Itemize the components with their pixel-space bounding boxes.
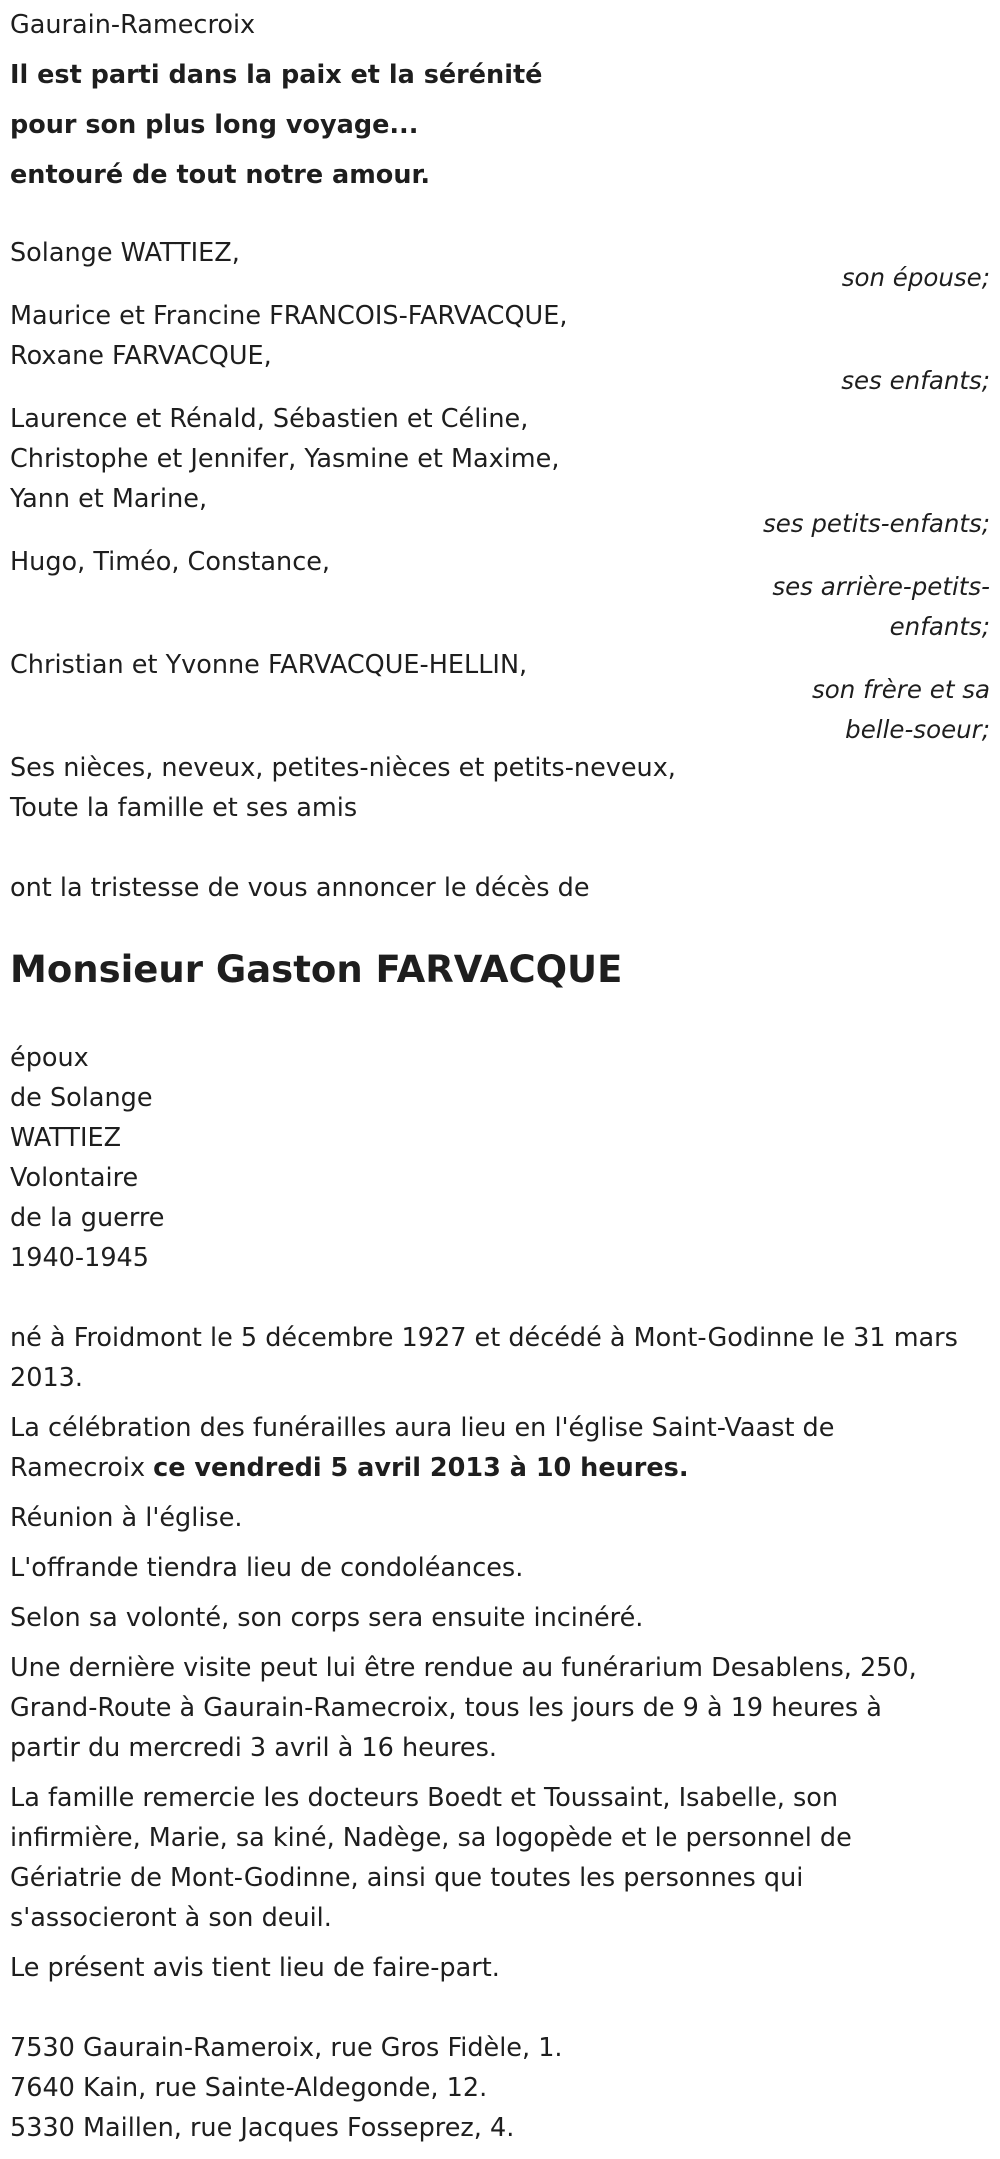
funeral-place: Ramecroix <box>10 1453 154 1483</box>
thanks-line-3: Gériatrie de Mont-Godinne, ainsi que toutes les personnes qui <box>10 1863 804 1893</box>
visit-line-3: partir du mercredi 3 avril à 16 heures. <box>10 1733 497 1763</box>
birth-death-line-2: 2013. <box>10 1363 84 1393</box>
announcement: ont la tristesse de vous annoncer le décès de <box>10 873 590 903</box>
thanks-line-4: s'associeront à son deuil. <box>10 1903 332 1933</box>
family-great-grandchildren-relation-1: ses arrière-petits- <box>772 572 990 601</box>
others-line-1: Ses nièces, neveux, petites-nièces et petits-neveux, <box>10 753 676 783</box>
address-3: 5330 Maillen, rue Jacques Fosseprez, 4. <box>10 2113 515 2143</box>
offering-note: L'offrande tiendra lieu de condoléances. <box>10 1553 524 1583</box>
funeral-line-1: La célébration des funérailles aura lieu en l'église Saint-Vaast de <box>10 1413 835 1443</box>
thanks-line-2: infirmière, Marie, sa kiné, Nadège, sa logopède et le personnel de <box>10 1823 852 1853</box>
detail-line-5: de la guerre <box>10 1203 165 1233</box>
family-great-grandchildren-relation-2: enfants; <box>889 612 990 641</box>
visit-line-1: Une dernière visite peut lui être rendue au funérarium Desablens, 250, <box>10 1653 917 1683</box>
family-grandchildren-line-1: Laurence et Rénald, Sébastien et Céline, <box>10 404 529 434</box>
family-children-line-2: Roxane FARVACQUE, <box>10 341 272 371</box>
notice-line: Le présent avis tient lieu de faire-part. <box>10 1953 500 1983</box>
family-spouse-name: Solange WATTIEZ, <box>10 238 240 268</box>
verse-line-1: Il est parti dans la paix et la sérénité <box>10 60 543 90</box>
address-1: 7530 Gaurain-Rameroix, rue Gros Fidèle, 1. <box>10 2033 563 2063</box>
family-grandchildren-relation: ses petits-enfants; <box>762 509 990 538</box>
family-children-line-1: Maurice et Francine FRANCOIS-FARVACQUE, <box>10 301 568 331</box>
family-spouse-relation: son épouse; <box>841 263 990 292</box>
others-line-2: Toute la famille et ses amis <box>10 793 358 823</box>
detail-line-4: Volontaire <box>10 1163 139 1193</box>
verse-line-3: entouré de tout notre amour. <box>10 160 431 190</box>
detail-line-3: WATTIEZ <box>10 1123 122 1153</box>
detail-line-2: de Solange <box>10 1083 153 1113</box>
address-2: 7640 Kain, rue Sainte-Aldegonde, 12. <box>10 2073 488 2103</box>
detail-line-6: 1940-1945 <box>10 1243 149 1273</box>
location-header: Gaurain-Ramecroix <box>10 10 256 40</box>
funeral-datetime: ce vendredi 5 avril 2013 à 10 heures. <box>153 1453 689 1483</box>
visit-line-2: Grand-Route à Gaurain-Ramecroix, tous les jours de 9 à 19 heures à <box>10 1693 882 1723</box>
meeting-note: Réunion à l'église. <box>10 1503 243 1533</box>
thanks-line-1: La famille remercie les docteurs Boedt et Toussaint, Isabelle, son <box>10 1783 839 1813</box>
family-grandchildren-line-3: Yann et Marine, <box>10 484 208 514</box>
verse-line-2: pour son plus long voyage... <box>10 110 419 140</box>
birth-death-line-1: né à Froidmont le 5 décembre 1927 et décédé à Mont-Godinne le 31 mars <box>10 1323 958 1353</box>
cremation-note: Selon sa volonté, son corps sera ensuite incinéré. <box>10 1603 644 1633</box>
family-sibling-relation-2: belle-soeur; <box>845 715 990 744</box>
deceased-name: Monsieur Gaston FARVACQUE <box>10 948 623 991</box>
family-sibling-line-1: Christian et Yvonne FARVACQUE-HELLIN, <box>10 650 528 680</box>
family-children-relation: ses enfants; <box>841 366 990 395</box>
detail-line-1: époux <box>10 1043 89 1073</box>
funeral-line-2 <box>10 1448 689 1488</box>
family-sibling-relation-1: son frère et sa <box>811 675 990 704</box>
family-grandchildren-line-2: Christophe et Jennifer, Yasmine et Maxime, <box>10 444 560 474</box>
family-great-grandchildren-line-1: Hugo, Timéo, Constance, <box>10 547 331 577</box>
